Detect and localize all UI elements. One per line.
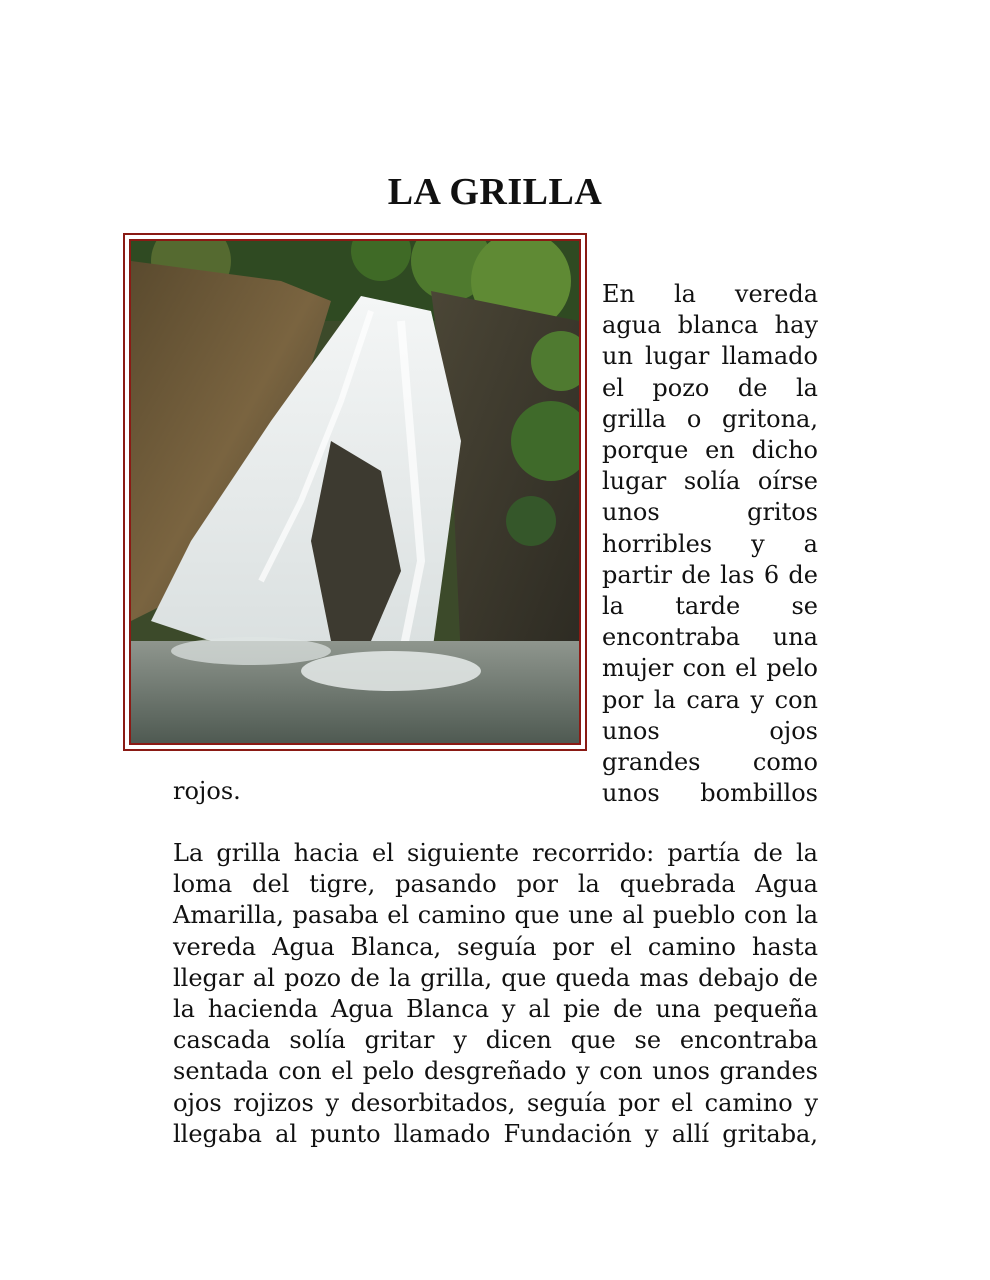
paragraph-route: La grilla hacia el siguiente recorrido: partía de la loma del tigre, pasando por la quebrada Agua Amarilla, pasaba el camino que une al pueblo con la vereda Agua Blanca, seguía por el camino hasta llegar al pozo de la grilla, que queda mas debajo de la hacienda Agua Blanca y al pie de una pequeña cascada solía gritar y dicen que se encontraba sentada con el pelo desgreñado y con unos grandes ojos rojizos y desorbitados, seguía por el camino y llegaba al punto llamado Fundación y allí gritaba, bbox=[173, 839, 818, 1148]
waterfall-photo-frame bbox=[123, 233, 587, 751]
paragraph-wrapped-text: En la vereda agua blanca hay un lugar llamado el pozo de la grilla o gritona, porque en dicho lugar solía oírse unos gritos horribles y a partir de las 6 de la tarde se encontraba una mujer con el pelo por la cara y con unos ojos grandes como unos bombillos bbox=[602, 280, 818, 808]
page-title: LA GRILLA bbox=[387, 171, 603, 213]
waterfall-illustration bbox=[131, 241, 579, 743]
paragraph-continuation: rojos. bbox=[173, 777, 241, 805]
waterfall-photo bbox=[129, 239, 581, 745]
